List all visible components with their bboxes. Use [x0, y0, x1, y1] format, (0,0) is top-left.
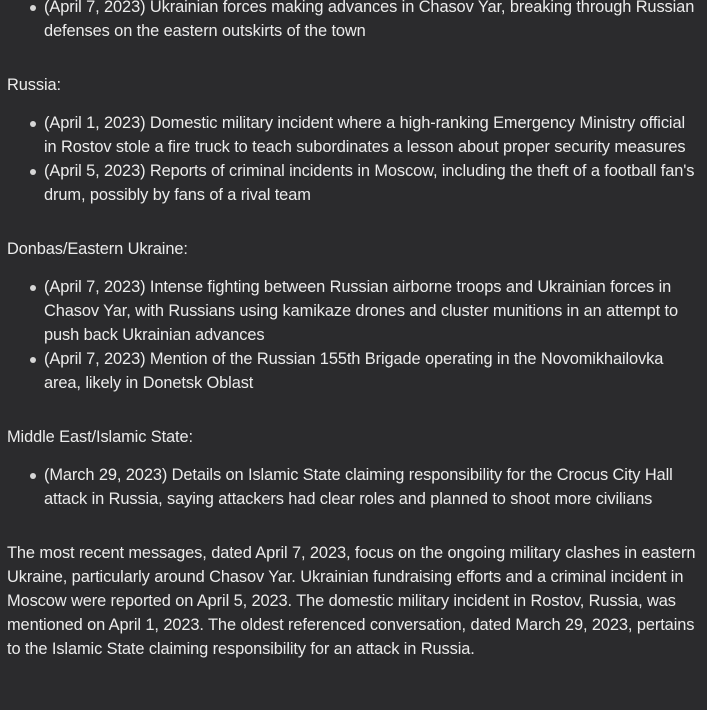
- bullet-list-middle-east: [7, 463, 697, 511]
- bullet-icon: [30, 285, 36, 291]
- list-item: [7, 347, 697, 395]
- list-item-text: (April 1, 2023) Domestic military incident where a high-ranking Emergency Ministry official in Rostov stole a fire truck to teach subordinates a lesson about proper security measures: [44, 114, 686, 156]
- bullet-list-russia: [7, 111, 697, 207]
- list-item-text: (March 29, 2023) Details on Islamic State claiming responsibility for the Crocus City Hall attack in Russia, saying attackers had clear roles and planned to shoot more civilians: [44, 466, 673, 508]
- section-heading-russia: Russia:: [7, 76, 61, 94]
- bullet-icon: [30, 121, 36, 127]
- summary-paragraph: The most recent messages, dated April 7, 2023, focus on the ongoing military clashes in eastern Ukraine, particularly around Chasov Yar. Ukrainian fundraising efforts and a criminal incident in Moscow were reported on April 5, 2023. The domestic military incident in Rostov, Russia, was mentioned on April 1, 2023. The oldest referenced conversation, dated March 29, 2023, pertains to the Islamic State claiming responsibility for an attack in Russia.: [7, 544, 696, 658]
- bullet-icon: [30, 357, 36, 363]
- list-item: [7, 111, 697, 159]
- section-heading-middle-east: Middle East/Islamic State:: [7, 428, 193, 446]
- list-item: [7, 463, 697, 511]
- chat-message-body: [7, 0, 697, 661]
- list-item-text: (April 7, 2023) Mention of the Russian 155th Brigade operating in the Novomikhailovka area, likely in Donetsk Oblast: [44, 350, 664, 392]
- list-item-text: (April 5, 2023) Reports of criminal incidents in Moscow, including the theft of a football fan's drum, possibly by fans of a rival team: [44, 162, 695, 204]
- bullet-icon: [30, 473, 36, 479]
- section-heading-donbas: Donbas/Eastern Ukraine:: [7, 240, 188, 258]
- list-item-text: (April 7, 2023) Ukrainian forces making advances in Chasov Yar, breaking through Russian defenses on the eastern outskirts of the town: [44, 0, 695, 40]
- list-item: [7, 159, 697, 207]
- list-item: [7, 275, 697, 347]
- bullet-icon: [30, 169, 36, 175]
- bullet-list-donbas: [7, 275, 697, 395]
- list-item-text: (April 7, 2023) Intense fighting between Russian airborne troops and Ukrainian forces in Chasov Yar, with Russians using kamikaze drones and cluster munitions in an attempt to push back Ukrainian advances: [44, 278, 678, 344]
- bullet-icon: [30, 5, 36, 11]
- list-item: [7, 0, 697, 43]
- top-bullet-list: [7, 0, 697, 43]
